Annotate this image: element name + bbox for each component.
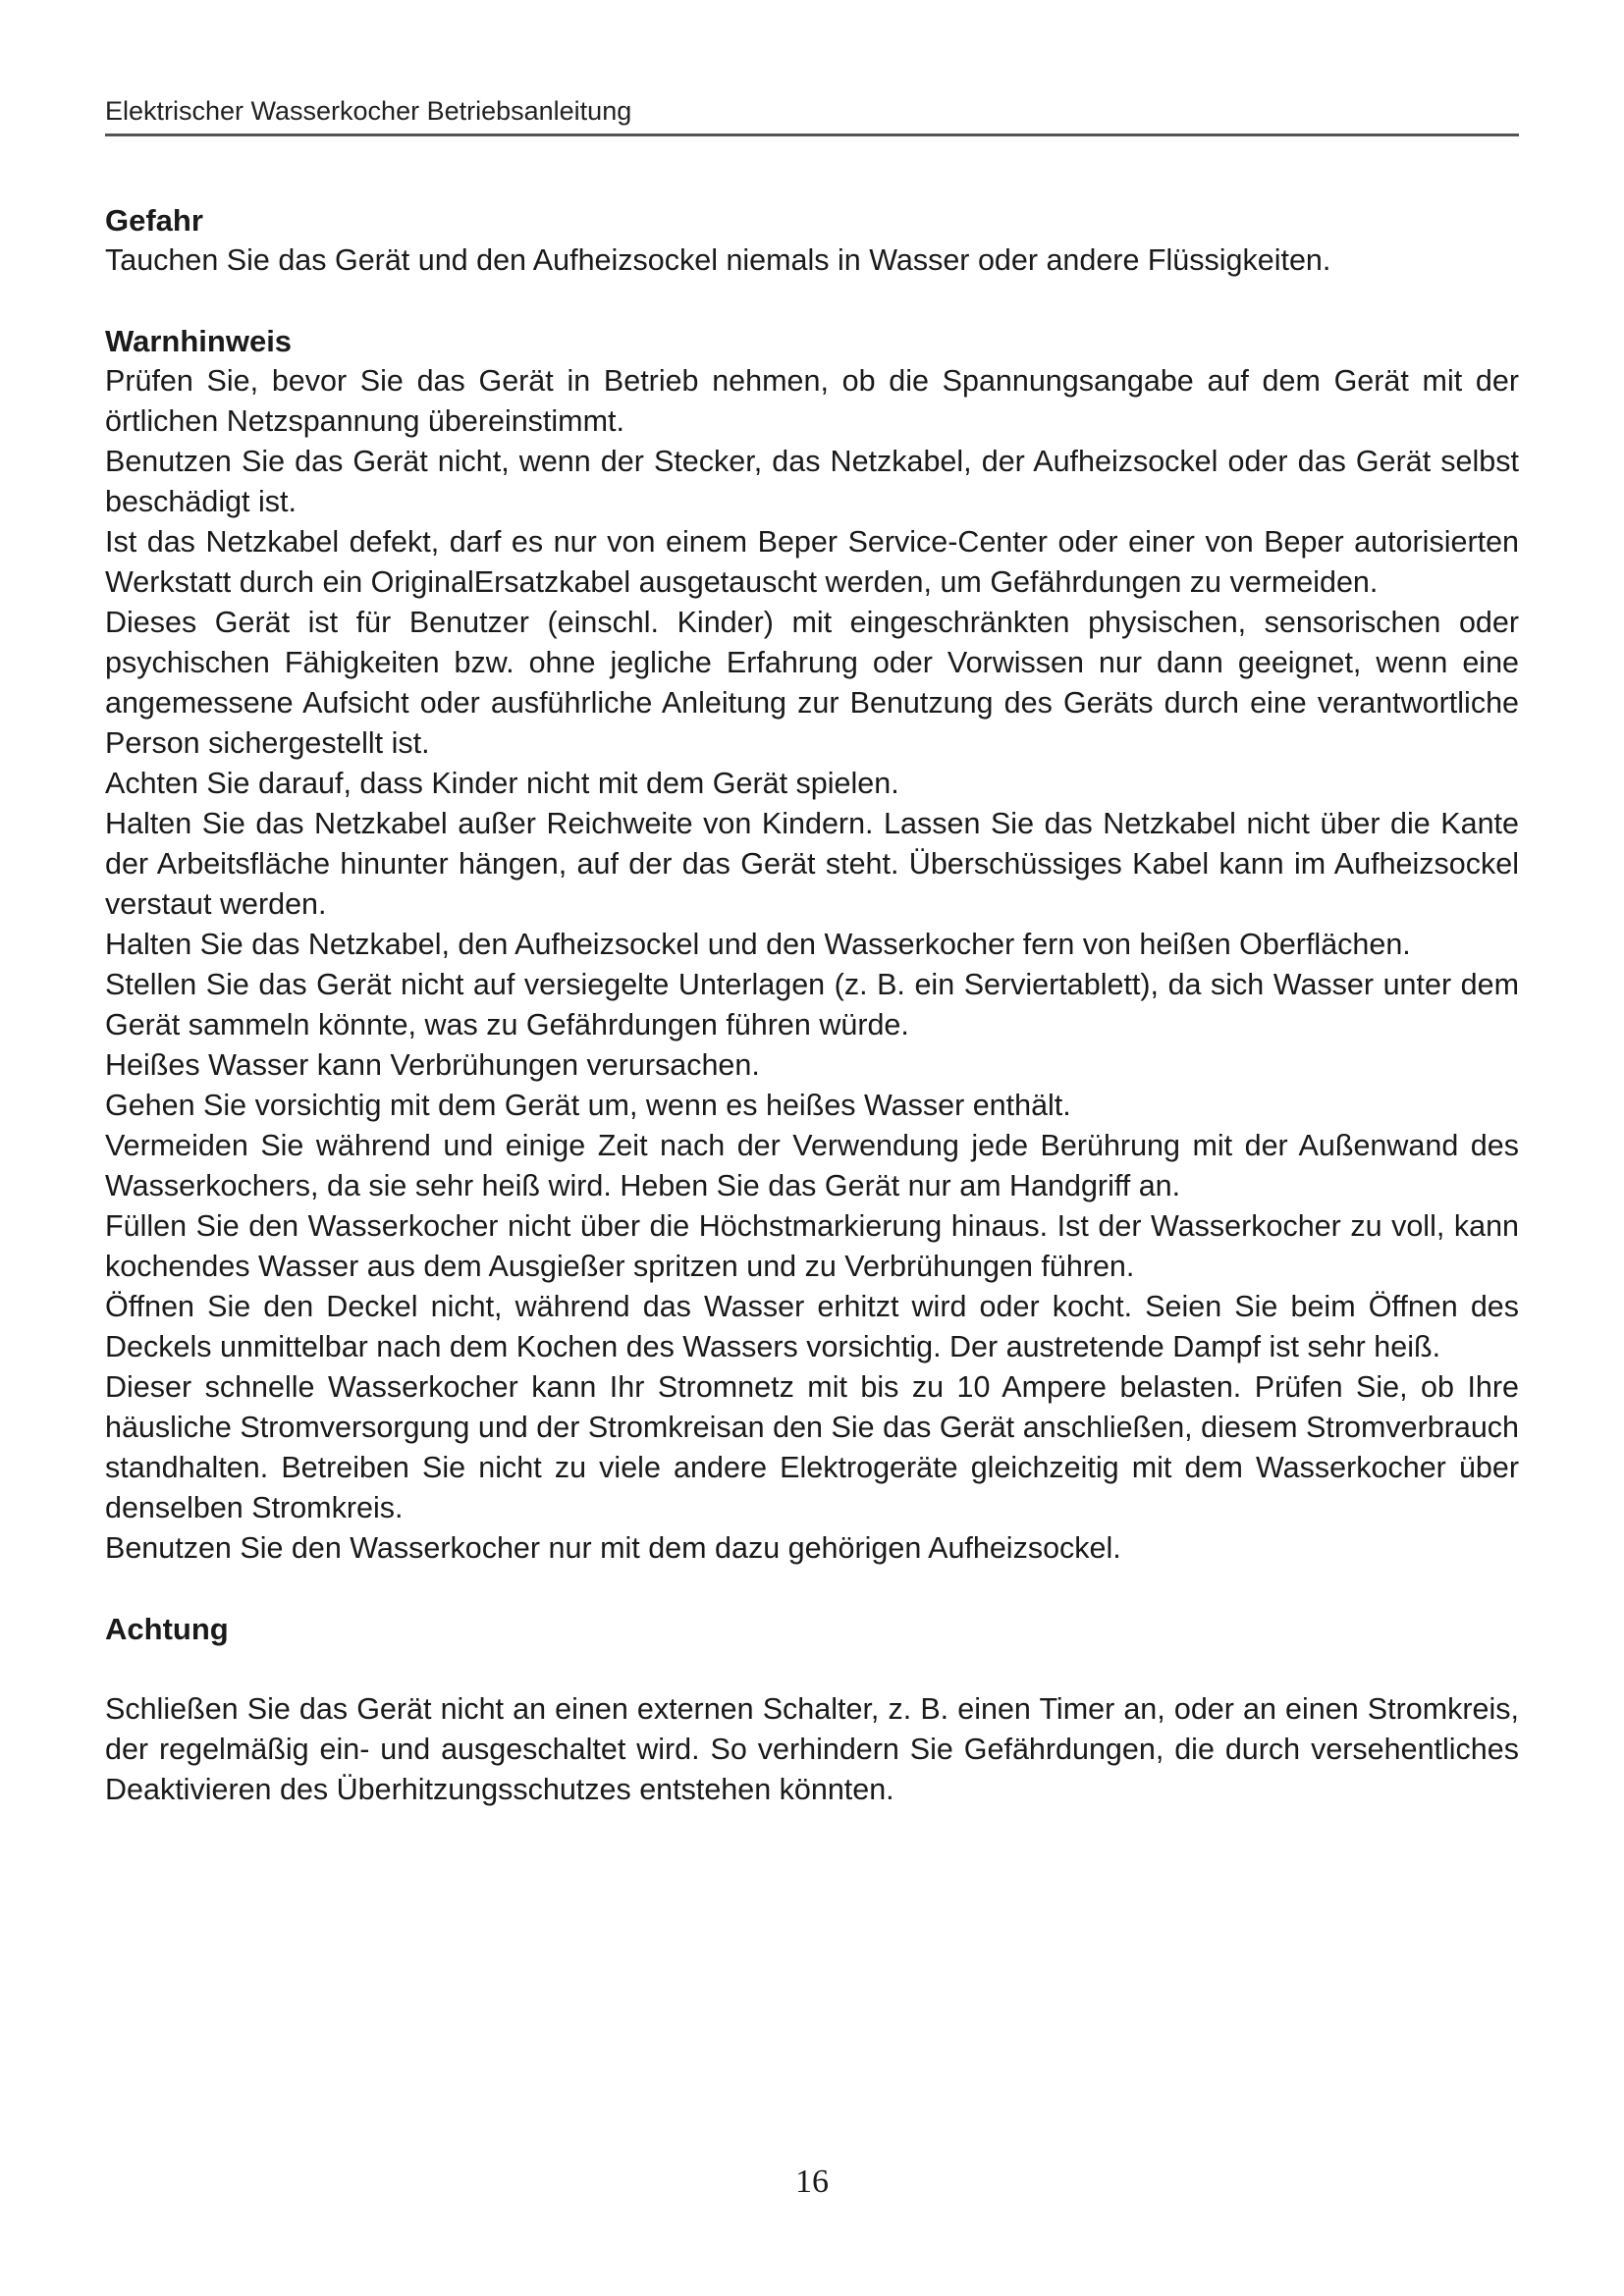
paragraph: Vermeiden Sie während und einige Zeit nach der Verwendung jede Berührung mit der Außenwand des Wasserkochers, da sie sehr heiß wird. Heben Sie das Gerät nur am Handgriff an.	[105, 1129, 1519, 1202]
section-warnhinweis	[105, 321, 1519, 1569]
paragraph: Ist das Netzkabel defekt, darf es nur von einem Beper Service-Center oder einer von Beper autorisierten Werkstatt durch ein OriginalErsatzkabel ausgetauscht werden, um Gefährdungen zu vermeiden.	[105, 525, 1519, 599]
paragraph: Gehen Sie vorsichtig mit dem Gerät um, wenn es heißes Wasser enthält.	[105, 1089, 1071, 1122]
paragraph: Füllen Sie den Wasserkocher nicht über die Höchstmarkierung hinaus. Ist der Wasserkocher zu voll, kann kochendes Wasser aus dem Ausgießer spritzen und zu Verbrühungen führen.	[105, 1209, 1519, 1283]
section-heading-achtung: Achtung	[105, 1612, 229, 1646]
paragraph: Halten Sie das Netzkabel, den Aufheizsockel und den Wasserkocher fern von heißen Oberflächen.	[105, 928, 1411, 961]
section-spacer	[105, 1569, 1519, 1609]
section-gefahr	[105, 200, 1519, 281]
heading-spacer	[105, 1649, 1519, 1689]
paragraph: Dieses Gerät ist für Benutzer (einschl. Kinder) mit eingeschränkten physischen, sensorischen oder psychischen Fähigkeiten bzw. ohne jegliche Erfahrung oder Vorwissen nur dann geeignet, wenn eine angemessene Aufsicht oder ausführliche Anleitung zur Benutzung des Geräts durch eine verantwortliche Person sichergestellt ist.	[105, 606, 1519, 760]
document-title: Elektrischer Wasserkocher Betriebsanleitung	[105, 96, 632, 126]
paragraph: Dieser schnelle Wasserkocher kann Ihr Stromnetz mit bis zu 10 Ampere belasten. Prüfen Sie, ob Ihre häusliche Stromversorgung und der Stromkreisan den Sie das Gerät anschließen, diesem Stromverbrauch standhalten. Betreiben Sie nicht zu viele andere Elektrogeräte gleichzeitig mit dem Wasserkocher über denselben Stromkreis.	[105, 1370, 1519, 1524]
section-heading-gefahr: Gefahr	[105, 203, 203, 238]
section-spacer	[105, 281, 1519, 321]
paragraph: Stellen Sie das Gerät nicht auf versiegelte Unterlagen (z. B. ein Serviertablett), da sich Wasser unter dem Gerät sammeln könnte, was zu Gefährdungen führen würde.	[105, 968, 1519, 1041]
paragraph: Benutzen Sie das Gerät nicht, wenn der Stecker, das Netzkabel, der Aufheizsockel oder das Gerät selbst beschädigt ist.	[105, 445, 1519, 518]
main-content	[105, 200, 1519, 1810]
paragraph: Schließen Sie das Gerät nicht an einen externen Schalter, z. B. einen Timer an, oder an einen Stromkreis, der regelmäßig ein- und ausgeschaltet wird. So verhindern Sie Gefährdungen, die durch versehentliches Deaktivieren des Überhitzungsschutzes entstehen könnten.	[105, 1692, 1519, 1806]
section-heading-warnhinweis: Warnhinweis	[105, 324, 293, 358]
paragraph: Prüfen Sie, bevor Sie das Gerät in Betrieb nehmen, ob die Spannungsangabe auf dem Gerät mit der örtlichen Netzspannung übereinstimmt.	[105, 364, 1519, 438]
page-header	[105, 94, 1519, 136]
paragraph: Halten Sie das Netzkabel außer Reichweite von Kindern. Lassen Sie das Netzkabel nicht über die Kante der Arbeitsfläche hinunter hängen, auf der das Gerät steht. Überschüssiges Kabel kann im Aufheizsockel verstaut werden.	[105, 807, 1519, 921]
section-achtung	[105, 1609, 1519, 1810]
paragraph: Öffnen Sie den Deckel nicht, während das Wasser erhitzt wird oder kocht. Seien Sie beim Öffnen des Deckels unmittelbar nach dem Kochen des Wassers vorsichtig. Der austretende Dampf ist sehr heiß.	[105, 1290, 1519, 1363]
paragraph: Benutzen Sie den Wasserkocher nur mit dem dazu gehörigen Aufheizsockel.	[105, 1531, 1121, 1565]
page-number: 16	[795, 2163, 829, 2200]
paragraph: Tauchen Sie das Gerät und den Aufheizsockel niemals in Wasser oder andere Flüssigkeiten.	[105, 243, 1331, 277]
paragraph: Heißes Wasser kann Verbrühungen verursachen.	[105, 1048, 760, 1082]
paragraph: Achten Sie darauf, dass Kinder nicht mit dem Gerät spielen.	[105, 767, 899, 800]
